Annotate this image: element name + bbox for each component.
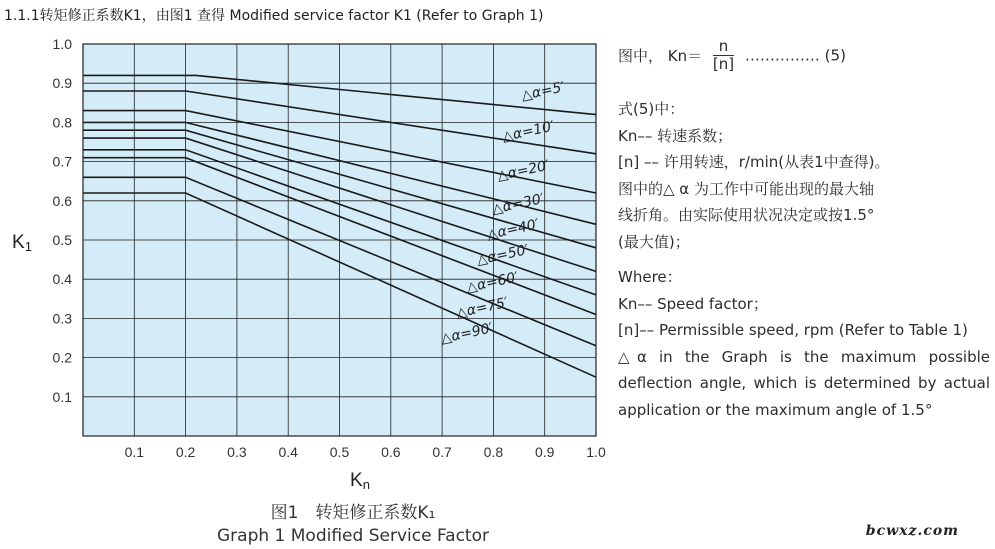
note-line: deflection angle, which is determined by actual	[618, 374, 990, 392]
y-tick-label: 0.8	[52, 114, 72, 131]
y-axis-label-main: K	[12, 232, 25, 253]
note-line: △α in the Graph is the maximum possible	[618, 347, 990, 366]
formula-suffix: …………… (5)	[744, 46, 846, 65]
chart-caption-cn: 图1 转矩修正系数K₁	[270, 503, 436, 523]
curve-label: △α=50′	[475, 241, 531, 269]
y-axis-label	[12, 232, 32, 254]
x-axis-label-subscript: n	[362, 477, 370, 492]
note-line: [n] –– 许用转速，r/min(从表1中查得)。	[618, 153, 890, 171]
curve-label: △α=10′	[500, 118, 556, 146]
watermark: bcwxz.com	[865, 523, 959, 539]
note-line: (最大值)；	[618, 232, 690, 251]
curve-label: △α=5′	[519, 79, 567, 105]
note-line: 线折角。由实际使用状况决定或按1.5°	[618, 206, 875, 224]
notes-cn	[618, 96, 990, 255]
note-line: application or the maximum angle of 1.5°	[618, 400, 933, 419]
y-tick-label: 0.4	[52, 271, 72, 288]
curve-label: △α=60′	[464, 269, 520, 297]
x-tick-label: 0.6	[381, 444, 401, 460]
x-axis-label-main: K	[350, 470, 363, 491]
note-line: [n]–– Permissible speed, rpm (Refer to Table 1)	[618, 321, 968, 339]
x-tick-label: 0.2	[175, 444, 196, 460]
formula-denominator: [n]	[712, 55, 735, 73]
note-line: Where：	[618, 268, 682, 286]
formula	[618, 38, 846, 78]
x-tick-label: 0.7	[432, 444, 452, 460]
formula-numerator: n	[713, 38, 734, 56]
formula-fraction	[713, 38, 734, 73]
y-tick-label: 0.6	[52, 192, 72, 209]
formula-prefix: 图中， Kn＝	[618, 47, 703, 65]
y-tick-label: 0.5	[52, 232, 72, 248]
notes-en	[618, 264, 990, 423]
y-tick-label: 0.9	[52, 75, 72, 92]
y-tick-label: 0.7	[52, 153, 72, 170]
curve-label: △α=20′	[495, 157, 551, 185]
note-line: 式(5)中：	[618, 100, 685, 118]
y-axis-label-subscript: 1	[24, 239, 32, 254]
x-tick-label: 0.8	[483, 444, 504, 460]
y-tick-label: 0.2	[52, 349, 72, 366]
note-line: Kn–– Speed factor；	[618, 294, 768, 313]
note-line: Kn–– 转速系数；	[618, 126, 733, 145]
curve-label: △α=30′	[490, 191, 546, 218]
x-tick-label: 0.9	[534, 444, 555, 460]
x-tick-label: 0.1	[124, 444, 145, 460]
x-tick-label: 1.0	[586, 444, 606, 460]
x-tick-label: 0.4	[278, 444, 298, 460]
chart-caption-en: Graph 1 Modified Service Factor	[217, 526, 489, 546]
x-axis-label	[350, 470, 370, 492]
x-tick-label: 0.3	[227, 444, 247, 460]
x-tick-label: 0.5	[329, 444, 350, 460]
section-heading: 1.1.1转矩修正系数K1，由图1 查得 Modified service factor K1 (Refer to Graph 1)	[4, 8, 544, 24]
curve-label: △α=90′	[439, 320, 495, 347]
curve-label: △α=75′	[454, 294, 510, 322]
y-tick-label: 1.0	[52, 36, 72, 52]
y-tick-label: 0.1	[52, 388, 72, 405]
curve-label: △α=40′	[485, 216, 541, 244]
y-tick-label: 0.3	[52, 310, 72, 327]
note-line: 图中的△ α 为工作中可能出现的最大轴	[618, 179, 874, 198]
